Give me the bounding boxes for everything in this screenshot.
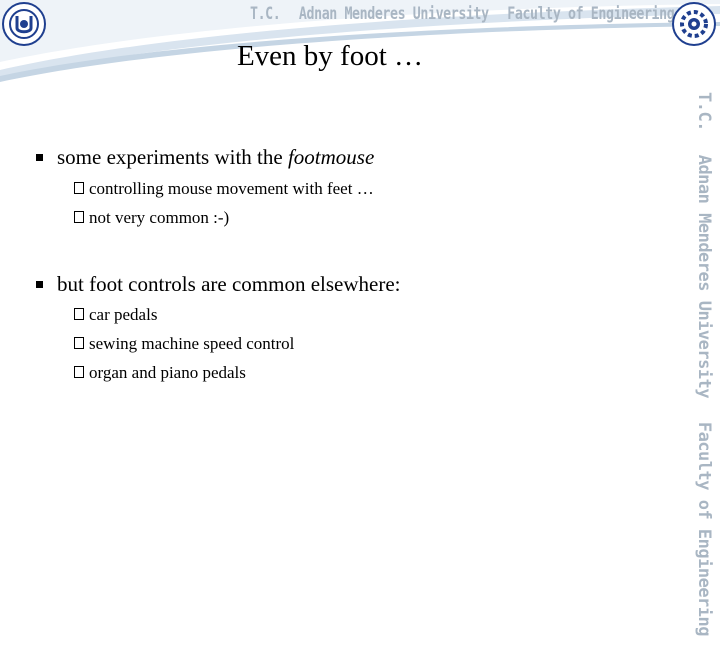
bullet-text: but foot controls are common elsewhere:	[57, 272, 401, 296]
square-bullet-icon	[36, 281, 43, 288]
sub-bullet-text: sewing machine speed control	[89, 334, 295, 353]
sub-bullet-text: controlling mouse movement with feet …	[89, 179, 374, 198]
banner-faculty: Faculty of Engineering	[507, 4, 675, 24]
side-banner-faculty: Faculty of Engineering	[694, 421, 714, 636]
bullet-item	[36, 142, 374, 172]
sub-bullet-item	[74, 177, 374, 201]
faculty-gear-logo-right	[672, 2, 716, 46]
slide-title: Even by foot …	[236, 40, 424, 72]
university-banner	[250, 4, 675, 30]
sub-bullet-text: not very common :-)	[89, 208, 230, 227]
box-bullet-icon	[74, 211, 84, 223]
sub-bullet-item	[74, 361, 246, 385]
bullet-emphasis: footmouse	[287, 145, 375, 169]
square-bullet-icon	[36, 154, 43, 161]
side-banner	[692, 92, 716, 636]
side-banner-university: Adnan Menderes University	[694, 154, 714, 399]
banner-university: Adnan Menderes University	[298, 4, 489, 24]
box-bullet-icon	[74, 182, 84, 194]
box-bullet-icon	[74, 337, 84, 349]
university-seal-logo-left	[2, 2, 46, 46]
sub-bullet-text: organ and piano pedals	[89, 363, 246, 382]
side-banner-tc: T.C.	[694, 92, 714, 131]
box-bullet-icon	[74, 366, 84, 378]
sub-bullet-item	[74, 332, 294, 356]
box-bullet-icon	[74, 308, 84, 320]
bullet-item	[36, 269, 400, 299]
banner-tc: T.C.	[250, 4, 281, 24]
sub-bullet-item	[74, 303, 157, 327]
sub-bullet-text: car pedals	[89, 305, 158, 324]
sub-bullet-item	[74, 206, 229, 230]
bullet-text: some experiments with the	[57, 145, 288, 169]
